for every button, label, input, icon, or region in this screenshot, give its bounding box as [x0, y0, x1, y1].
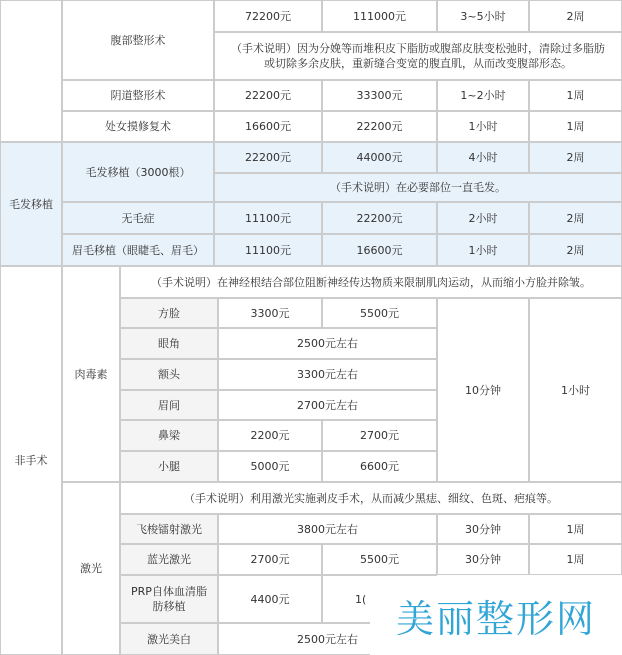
- recovery: 1周: [529, 80, 622, 111]
- price-high: 33300元: [322, 80, 437, 111]
- price-low: 22200元: [214, 80, 322, 111]
- price-high: 1(: [322, 575, 437, 623]
- recovery: 1小时: [529, 298, 622, 482]
- price-low: 11100元: [214, 234, 322, 266]
- price-high: 22200元: [322, 202, 437, 234]
- procedure-name: 额头: [120, 359, 218, 390]
- procedure-name: 方脸: [120, 298, 218, 328]
- price-low: 11100元: [214, 202, 322, 234]
- procedure-name: 处女摸修复术: [62, 111, 214, 142]
- category-cell-surgery: [0, 0, 62, 142]
- price: 2500元左右: [218, 623, 437, 655]
- watermark-logo: 美丽整形网: [370, 576, 622, 655]
- procedure-name: 腹部整形术: [62, 0, 214, 80]
- procedure-note: （手术说明）利用激光实施剥皮手术，从而减少黑痣、细纹、色斑、疤痕等。: [120, 482, 622, 514]
- procedure-note: （手术说明）在神经根结合部位阻断神经传达物质来限制肌肉运动，从而缩小方脸并除皱。: [120, 266, 622, 298]
- price-low: 4400元: [218, 575, 322, 623]
- procedure-name: 激光美白: [120, 623, 218, 655]
- procedure-name: 毛发移植（3000根）: [62, 142, 214, 202]
- duration: 2小时: [437, 202, 529, 234]
- duration: 1小时: [437, 111, 529, 142]
- duration: 30分钟: [437, 514, 529, 544]
- price-low: 5000元: [218, 451, 322, 482]
- recovery: 2周: [529, 142, 622, 173]
- category-label: 毛发移植: [0, 142, 62, 266]
- duration: 30分钟: [437, 544, 529, 575]
- procedure-name: 鼻梁: [120, 420, 218, 451]
- price-high: 2700元: [322, 420, 437, 451]
- price-high: 16600元: [322, 234, 437, 266]
- recovery: 1周: [529, 514, 622, 544]
- price-low: 22200元: [214, 142, 322, 173]
- price-low: 2700元: [218, 544, 322, 575]
- recovery: 2周: [529, 202, 622, 234]
- price-high: 5500元: [322, 544, 437, 575]
- procedure-name: 蓝光激光: [120, 544, 218, 575]
- price-high: 44000元: [322, 142, 437, 173]
- recovery: 1周: [529, 111, 622, 142]
- price-high: 5500元: [322, 298, 437, 328]
- procedure-name: PRP自体血清脂肪移植: [120, 575, 218, 623]
- subcategory-label: 激光: [62, 482, 120, 655]
- duration: 4小时: [437, 142, 529, 173]
- recovery: 2周: [529, 234, 622, 266]
- subcategory-label: 肉毒素: [62, 266, 120, 482]
- recovery: 1周: [529, 544, 622, 575]
- procedure-name: 眉毛移植（眼睫毛、眉毛）: [62, 234, 214, 266]
- price-high: 111000元: [322, 0, 437, 32]
- procedure-name: 眉间: [120, 390, 218, 420]
- price: 3300元左右: [218, 359, 437, 390]
- price-low: 72200元: [214, 0, 322, 32]
- duration: 1~2小时: [437, 80, 529, 111]
- price-high: 22200元: [322, 111, 437, 142]
- category-label: 非手术: [0, 266, 62, 655]
- procedure-name: 小腿: [120, 451, 218, 482]
- price-low: 16600元: [214, 111, 322, 142]
- duration: 3~5小时: [437, 0, 529, 32]
- price-low: 3300元: [218, 298, 322, 328]
- price: 3800元左右: [218, 514, 437, 544]
- procedure-name: 无毛症: [62, 202, 214, 234]
- price-high: 6600元: [322, 451, 437, 482]
- duration: 10分钟: [437, 298, 529, 482]
- recovery: 2周: [529, 0, 622, 32]
- price-low: 2200元: [218, 420, 322, 451]
- procedure-note: （手术说明）因为分娩等而堆积皮下脂肪或腹部皮肤变松弛时，清除过多脂肪或切除多余皮肤，重新缝合变宽的腹直肌，从而改变腹部形态。: [214, 32, 622, 80]
- procedure-name: 飞梭镭射激光: [120, 514, 218, 544]
- procedure-name: 阴道整形术: [62, 80, 214, 111]
- price: 2500元左右: [218, 328, 437, 359]
- price: 2700元左右: [218, 390, 437, 420]
- duration: 1小时: [437, 234, 529, 266]
- procedure-name: 眼角: [120, 328, 218, 359]
- procedure-note: （手术说明）在必要部位一直毛发。: [214, 173, 622, 202]
